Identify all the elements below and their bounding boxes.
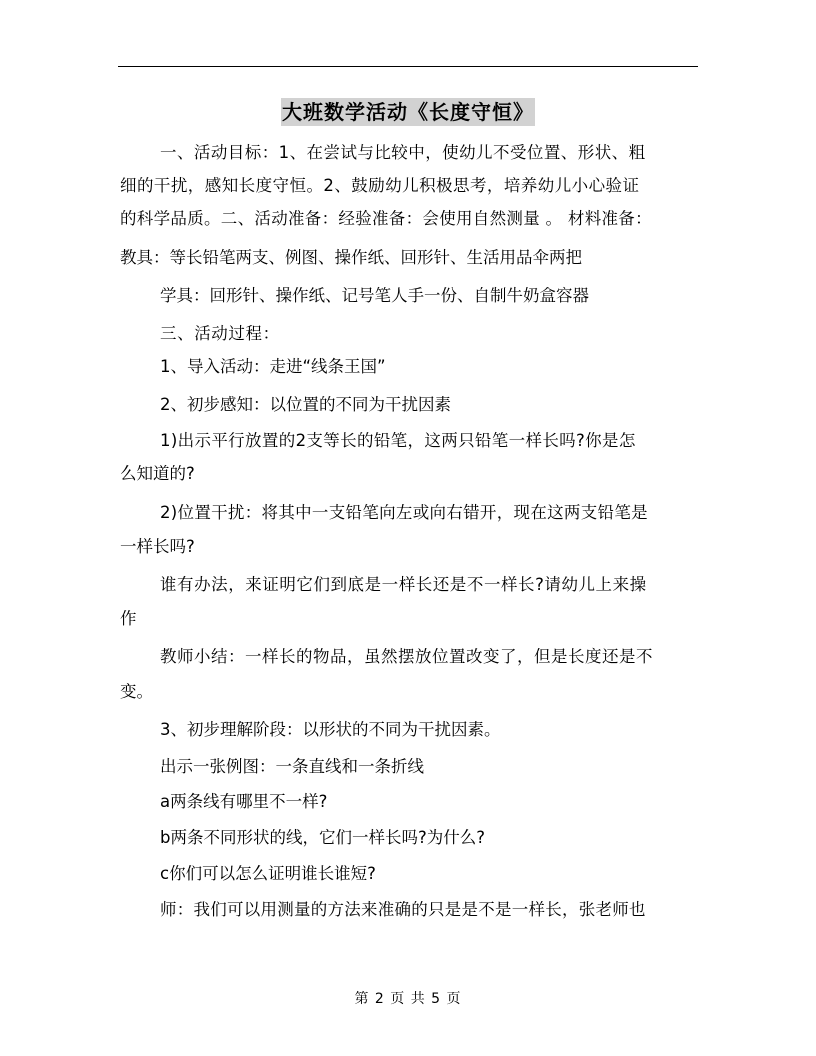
paragraph-line: 1、导入活动：走进“线条王国” [160, 357, 386, 376]
paragraph-line: 教师小结：一样长的物品，虽然摆放位置改变了，但是长度还是不 [160, 647, 653, 666]
paragraph-line: c你们可以怎么证明谁长谁短? [160, 864, 376, 883]
paragraph-line: 谁有办法，来证明它们到底是一样长还是不一样长?请幼儿上来操 [160, 575, 647, 594]
page-footer: 第 2 页 共 5 页 [354, 991, 462, 1007]
title-container [0, 98, 816, 126]
paragraph-line: 师：我们可以用测量的方法来准确的只是是不是一样长，张老师也 [160, 900, 646, 919]
paragraph-line: 么知道的? [120, 464, 195, 483]
header-rule [118, 66, 698, 67]
paragraph-line: 出示一张例图：一条直线和一条折线 [160, 757, 424, 776]
paragraph-line: 学具：回形针、操作纸、记号笔人手一份、自制牛奶盒容器 [160, 286, 589, 305]
paragraph-line: 变。 [120, 682, 153, 701]
paragraph-line: b两条不同形状的线，它们一样长吗?为什么? [160, 828, 485, 847]
paragraph-line: 细的干扰，感知长度守恒。2、鼓励幼儿积极思考，培养幼儿小心验证 [120, 176, 640, 195]
paragraph-line: 作 [120, 609, 137, 628]
paragraph-line: a两条线有哪里不一样? [160, 792, 328, 811]
document-title: 大班数学活动《长度守恒》 [282, 100, 534, 124]
paragraph-line: 教具：等长铅笔两支、例图、操作纸、回形针、生活用品伞两把 [120, 248, 582, 267]
section-heading: 三、活动过程： [160, 324, 280, 343]
paragraph-line: 2)位置干扰：将其中一支铅笔向左或向右错开，现在这两支铅笔是 [160, 503, 648, 522]
paragraph-line: 的科学品质。二、活动准备：经验准备：会使用自然测量 。 材料准备： [120, 209, 652, 228]
paragraph-line: 1)出示平行放置的2支等长的铅笔，这两只铅笔一样长吗?你是怎 [160, 431, 636, 450]
paragraph-line: 一、活动目标：1、在尝试与比较中，使幼儿不受位置、形状、粗 [160, 143, 646, 162]
paragraph-line: 3、初步理解阶段：以形状的不同为干扰因素。 [160, 720, 501, 739]
paragraph-line: 2、初步感知：以位置的不同为干扰因素 [160, 395, 451, 414]
paragraph-line: 一样长吗? [120, 537, 195, 556]
